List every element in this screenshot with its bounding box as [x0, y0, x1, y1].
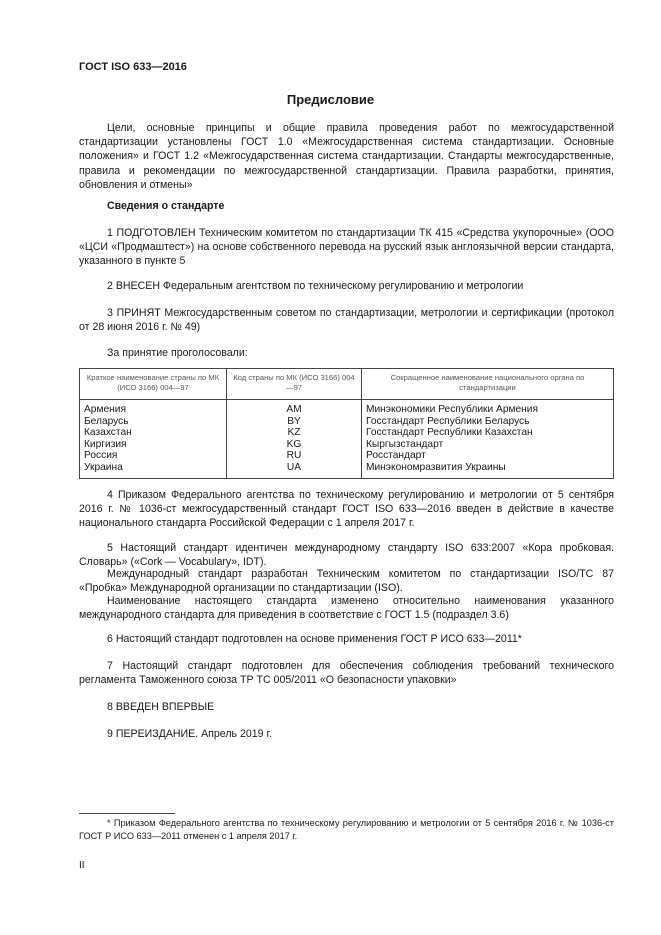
header-country: Краткое наименование страны по МК (ИСО 3166) 004—97 [80, 369, 227, 400]
item-9: 9 ПЕРЕИЗДАНИЕ. Апрель 2019 г. [107, 728, 273, 740]
item-6: 6 Настоящий стандарт подготовлен на основе применения ГОСТ Р ИСО 633—2011* [107, 633, 522, 645]
item-5-paragraph-3: Наименование настоящего стандарта изменено относительно наименования указанного международного стандарта для приведения в соответствие с ГОСТ 1.5 (подраздел 3.6) [79, 595, 614, 622]
table-row [80, 400, 614, 416]
code-cell: KZ [227, 427, 362, 439]
table-row [80, 462, 614, 478]
table-row [80, 416, 614, 428]
body-cell: Росстандарт [362, 450, 614, 462]
page-number: II [79, 860, 85, 871]
item-2: 2 ВНЕСЕН Федеральным агентством по техническому регулированию и метрологии [107, 280, 524, 292]
country-cell: Армения [80, 400, 227, 416]
table-row [80, 427, 614, 439]
item-5: 5 Настоящий стандарт идентичен международному стандарту ISO 633:2007 «Кора пробковая. Словарь» («Cork — Vocabulary», IDT). [79, 542, 614, 569]
item-1: 1 ПОДГОТОВЛЕН Техническим комитетом по стандартизации ТК 415 «Средства укупорочные» (ООО «ЦСИ «Продмаштест») на основе собственного перевода на русский язык англоязычной версии стандарта, указанного в пункте 5 [79, 227, 614, 268]
code-cell: UA [227, 462, 362, 478]
code-cell: AM [227, 400, 362, 416]
code-cell: KG [227, 439, 362, 451]
item-3: 3 ПРИНЯТ Межгосударственным советом по стандартизации, метрологии и сертификации (протокол от 28 июня 2016 г. № 49) [79, 307, 614, 334]
body-cell: Минэкономики Республики Армения [362, 400, 614, 416]
footnote: * Приказом Федерального агентства по техническому регулированию и метрологии от 5 сентября 2016 г. № 1036-ст ГОСТ Р ИСО 633—2011 отменен с 1 апреля 2017 г. [79, 818, 614, 841]
code-cell: RU [227, 450, 362, 462]
country-cell: Беларусь [80, 416, 227, 428]
voted-label: За принятие проголосовали: [107, 347, 248, 359]
about-heading: Сведения о стандарте [107, 200, 225, 212]
country-cell: Казахстан [80, 427, 227, 439]
item-8: 8 ВВЕДЕН ВПЕРВЫЕ [107, 701, 215, 713]
table-row [80, 439, 614, 451]
code-cell: BY [227, 416, 362, 428]
header-code: Код страны по МК (ИСО 3166) 004—97 [227, 369, 362, 400]
country-cell: Россия [80, 450, 227, 462]
country-cell: Украина [80, 462, 227, 478]
country-cell: Киргизия [80, 439, 227, 451]
vote-table [79, 368, 614, 479]
document-code: ГОСТ ISO 633—2016 [79, 61, 187, 73]
body-cell: Госстандарт Республики Казахстан [362, 427, 614, 439]
table-row [80, 450, 614, 462]
footnote-divider [79, 813, 175, 814]
item-7: 7 Настоящий стандарт подготовлен для обеспечения соблюдения требований технического регламента Таможенного союза ТР ТС 005/2011 «О безопасности упаковки» [79, 660, 614, 687]
intro-paragraph: Цели, основные принципы и общие правила проведения работ по межгосударственной стандартизации установлены ГОСТ 1.0 «Межгосударственная система стандартизации. Основные положения» и ГОСТ 1.2 «Межгосударственная система стандартизации. Стандарты межгосударственные, правила и рекомендации по межгосударственной стандартизации. Правила разработки, принятия, обновления и отмены» [79, 122, 614, 191]
section-title: Предисловие [286, 92, 375, 107]
body-cell: Кыргызстандарт [362, 439, 614, 451]
body-cell: Госстандарт Республики Беларусь [362, 416, 614, 428]
header-body: Сокращенное наименование национального органа по стандартизации [362, 369, 614, 400]
item-4: 4 Приказом Федерального агентства по техническому регулированию и метрологии от 5 сентября 2016 г. № 1036-ст межгосударственный стандарт ГОСТ ISO 633—2016 введен в действие в качестве национального стандарта Российской Федерации с 1 апреля 2017 г. [79, 489, 614, 530]
item-5-paragraph-2: Международный стандарт разработан Техническим комитетом по стандартизации ISO/TC 87 «Пробка» Международной организации по стандартизации (ISO). [79, 568, 614, 595]
body-cell: Минэкономразвития Украины [362, 462, 614, 478]
